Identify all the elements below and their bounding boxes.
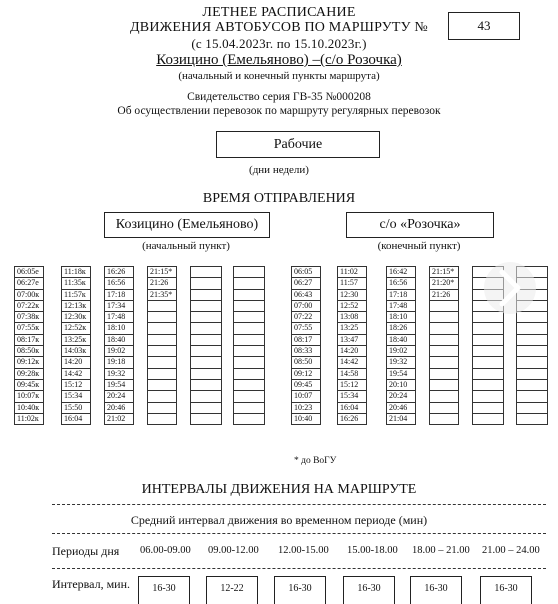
time-cell: 14:20 — [61, 356, 91, 368]
time-cell — [472, 413, 504, 425]
time-cell: 19:02 — [386, 345, 416, 357]
time-cell: 09:12к — [14, 356, 44, 368]
time-cell: 09:12 — [291, 368, 321, 380]
time-cell: 15:12 — [337, 379, 367, 391]
time-cell: 16:04 — [337, 402, 367, 414]
time-cell: 06:43 — [291, 289, 321, 301]
time-cell: 14:20 — [337, 345, 367, 357]
time-cell: 14:42 — [61, 368, 91, 380]
time-cell — [190, 413, 222, 425]
time-cell: 06:05е — [14, 266, 44, 278]
time-cell — [147, 413, 177, 425]
time-cell: 07:38к — [14, 311, 44, 323]
time-cell: 12:13к — [61, 300, 91, 312]
time-cell: 16:42 — [386, 266, 416, 278]
start-times-column — [147, 266, 177, 425]
time-cell: 07:00 — [291, 300, 321, 312]
time-cell: 08:50 — [291, 356, 321, 368]
route-name: Козицино (Емельяново) –(с/о Розочка) — [156, 52, 402, 68]
time-cell: 20:46 — [386, 402, 416, 414]
time-cell: 18:26 — [386, 322, 416, 334]
time-cell — [516, 413, 548, 425]
time-cell: 12:52 — [337, 300, 367, 312]
interval-value: 16-30 — [343, 576, 395, 604]
time-cell: 11:57к — [61, 289, 91, 301]
intervals-title: ИНТЕРВАЛЫ ДВИЖЕНИЯ НА МАРШРУТЕ — [141, 482, 417, 497]
end-point-box — [346, 212, 494, 238]
time-cell: 13:25 — [337, 322, 367, 334]
interval-value: 16-30 — [480, 576, 532, 604]
time-cell: 07:22 — [291, 311, 321, 323]
start-times-column — [14, 266, 44, 425]
time-cell: 16:56 — [386, 277, 416, 289]
time-cell: 15:50 — [61, 402, 91, 414]
time-cell: 11:02к — [14, 413, 44, 425]
time-cell: 14:03к — [61, 345, 91, 357]
time-cell: 15:12 — [61, 379, 91, 391]
time-cell: 10:07к — [14, 390, 44, 402]
departure-title: ВРЕМЯ ОТПРАВЛЕНИЯ — [202, 191, 356, 206]
time-cell: 19:18 — [104, 356, 134, 368]
time-cell: 18:10 — [386, 311, 416, 323]
time-cell: 16:56 — [104, 277, 134, 289]
time-cell: 16:26 — [104, 266, 134, 278]
route-number: 43 — [477, 18, 491, 33]
interval-label: Интервал, мин. — [52, 577, 131, 591]
end-times-column — [386, 266, 416, 425]
footnote: * до ВоГУ — [294, 456, 337, 466]
time-cell: 20:24 — [386, 390, 416, 402]
certificate-caption: Об осуществлении перевозок по маршруту регулярных перевозок — [117, 105, 441, 117]
time-cell: 21:35* — [147, 289, 177, 301]
time-cell: 08:17к — [14, 334, 44, 346]
end-times-column — [429, 266, 459, 425]
time-cell: 10:07 — [291, 390, 321, 402]
schedule-subtitle: ДВИЖЕНИЯ АВТОБУСОВ ПО МАРШРУТУ № — [130, 20, 428, 35]
time-cell: 17:18 — [386, 289, 416, 301]
interval-value: 16-30 — [138, 576, 190, 604]
time-cell — [233, 413, 265, 425]
period-label: 21.00 – 24.00 — [482, 545, 540, 556]
time-cell: 21:02 — [104, 413, 134, 425]
time-cell: 12:30 — [337, 289, 367, 301]
interval-value: 12-22 — [206, 576, 258, 604]
certificate: Свидетельство серия ГВ-35 №000208 — [187, 91, 371, 103]
time-cell: 10:23 — [291, 402, 321, 414]
time-cell: 06:27 — [291, 277, 321, 289]
start-caption: (начальный пункт) — [142, 240, 230, 252]
time-cell: 07:22к — [14, 300, 44, 312]
time-cell: 15:34 — [337, 390, 367, 402]
time-cell: 06:27е — [14, 277, 44, 289]
time-cell: 08:33 — [291, 345, 321, 357]
start-times-column — [61, 266, 91, 425]
time-cell: 20:24 — [104, 390, 134, 402]
time-cell: 10:40 — [291, 413, 321, 425]
period-label: 12.00-15.00 — [278, 545, 329, 556]
time-cell: 12:52к — [61, 322, 91, 334]
divider — [52, 568, 546, 569]
time-cell: 19:32 — [104, 368, 134, 380]
time-cell: 14:42 — [337, 356, 367, 368]
end-point: с/о «Розочка» — [379, 217, 461, 232]
time-cell: 08:50к — [14, 345, 44, 357]
time-cell: 18:40 — [386, 334, 416, 346]
end-times-column — [337, 266, 367, 425]
time-cell: 21:26 — [147, 277, 177, 289]
days-box — [216, 131, 380, 158]
time-cell: 20:46 — [104, 402, 134, 414]
time-cell: 15:34 — [61, 390, 91, 402]
time-cell: 19:54 — [104, 379, 134, 391]
time-cell: 11:18к — [61, 266, 91, 278]
time-cell: 09:45 — [291, 379, 321, 391]
period-label: 18.00 – 21.00 — [412, 545, 470, 556]
time-cell: 21:20* — [429, 277, 459, 289]
time-cell: 16:04 — [61, 413, 91, 425]
time-cell — [429, 413, 459, 425]
time-cell: 07:55к — [14, 322, 44, 334]
time-cell: 19:54 — [386, 368, 416, 380]
period-label: 06.00-09.00 — [140, 545, 191, 556]
time-cell: 07:55 — [291, 322, 321, 334]
time-cell: 14:58 — [337, 368, 367, 380]
time-cell: 17:48 — [104, 311, 134, 323]
time-cell: 16:26 — [337, 413, 367, 425]
period-label: 09.00-12.00 — [208, 545, 259, 556]
next-page-button[interactable] — [484, 262, 536, 314]
start-times-column — [233, 266, 265, 425]
time-cell: 13:25к — [61, 334, 91, 346]
time-cell: 11:57 — [337, 277, 367, 289]
time-cell: 18:10 — [104, 322, 134, 334]
schedule-period: (с 15.04.2023г. по 15.10.2023г.) — [191, 36, 367, 51]
time-cell: 17:48 — [386, 300, 416, 312]
time-cell: 21:26 — [429, 289, 459, 301]
time-cell: 19:02 — [104, 345, 134, 357]
time-cell: 12:30к — [61, 311, 91, 323]
route-number-box — [448, 12, 520, 40]
time-cell: 13:08 — [337, 311, 367, 323]
start-point-box — [104, 212, 270, 238]
start-times-column — [104, 266, 134, 425]
divider — [52, 504, 546, 505]
end-times-column — [291, 266, 321, 425]
time-cell: 07:00к — [14, 289, 44, 301]
time-cell: 17:18 — [104, 289, 134, 301]
period-label: 15.00-18.00 — [347, 545, 398, 556]
route-name-caption: (начальный и конечный пункты маршрута) — [178, 70, 380, 82]
interval-value: 16-30 — [410, 576, 462, 604]
start-point: Козицино (Емельяново) — [115, 217, 259, 232]
intervals-subtitle: Средний интервал движения во временном периоде (мин) — [130, 513, 428, 527]
chevron-right-icon — [496, 268, 524, 308]
time-cell: 17:34 — [104, 300, 134, 312]
time-cell: 19:32 — [386, 356, 416, 368]
schedule-title: ЛЕТНЕЕ РАСПИСАНИЕ — [202, 5, 356, 20]
time-cell: 11:02 — [337, 266, 367, 278]
time-cell: 20:10 — [386, 379, 416, 391]
time-cell: 21:15* — [429, 266, 459, 278]
time-cell: 08:17 — [291, 334, 321, 346]
time-cell: 21:15* — [147, 266, 177, 278]
time-cell: 09:45к — [14, 379, 44, 391]
days-caption: (дни недели) — [249, 164, 309, 176]
divider — [52, 533, 546, 534]
time-cell: 10:40к — [14, 402, 44, 414]
start-times-column — [190, 266, 222, 425]
interval-value: 16-30 — [274, 576, 326, 604]
time-cell: 13:47 — [337, 334, 367, 346]
time-cell: 11:35к — [61, 277, 91, 289]
time-cell: 09:28к — [14, 368, 44, 380]
end-caption: (конечный пункт) — [377, 240, 461, 252]
time-cell: 21:04 — [386, 413, 416, 425]
time-cell: 18:40 — [104, 334, 134, 346]
time-cell: 06:05 — [291, 266, 321, 278]
periods-label: Периоды дня — [52, 544, 120, 558]
days-value: Рабочие — [273, 136, 323, 152]
